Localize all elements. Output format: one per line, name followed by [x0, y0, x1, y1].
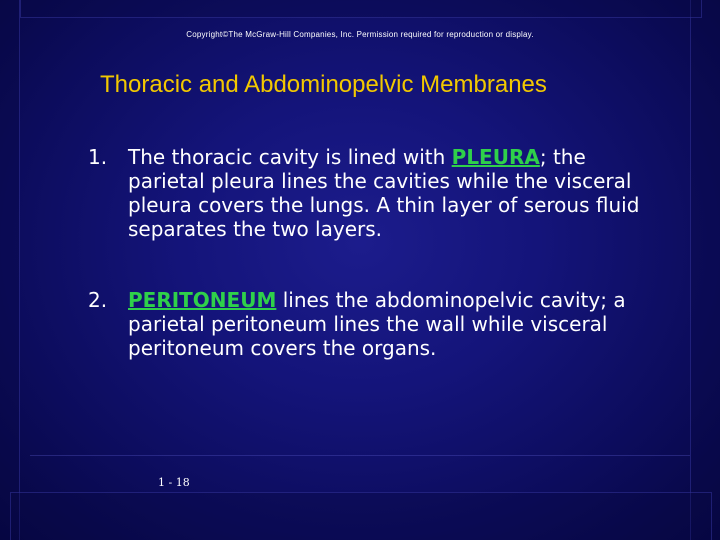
list-item-text-post: lines the abdominopelvic cavity; a parietal peritoneum lines the wall while visceral peritoneum covers the organs.	[128, 288, 626, 360]
term-peritoneum: PERITONEUM	[128, 288, 277, 312]
decor-panel-top	[20, 0, 702, 18]
list-item-2	[88, 288, 668, 364]
page-number: 1 - 18	[158, 476, 190, 489]
copyright-notice: Copyright©The McGraw-Hill Companies, Inc. Permission required for reproduction or display.	[186, 30, 534, 39]
slide-title: Thoracic and Abdominopelvic Membranes	[100, 71, 547, 98]
list-item-text-pre: The thoracic cavity is lined with	[128, 145, 452, 169]
term-pleura: PLEURA	[451, 145, 540, 169]
list-item-text	[128, 145, 668, 241]
decor-line	[30, 455, 690, 456]
decor-panel-bottom	[10, 492, 712, 540]
list-item-number: 1.	[88, 145, 108, 169]
decor-panel-right	[690, 0, 720, 540]
list-item-text	[128, 288, 668, 360]
list-item-number: 2.	[88, 288, 108, 312]
list-item-text-post: ; the parietal pleura lines the cavities while the visceral pleura covers the lungs. A thin layer of serous fluid separates the two layers.	[128, 145, 640, 241]
decor-panel-left	[0, 0, 20, 540]
list-item-1	[88, 145, 668, 245]
